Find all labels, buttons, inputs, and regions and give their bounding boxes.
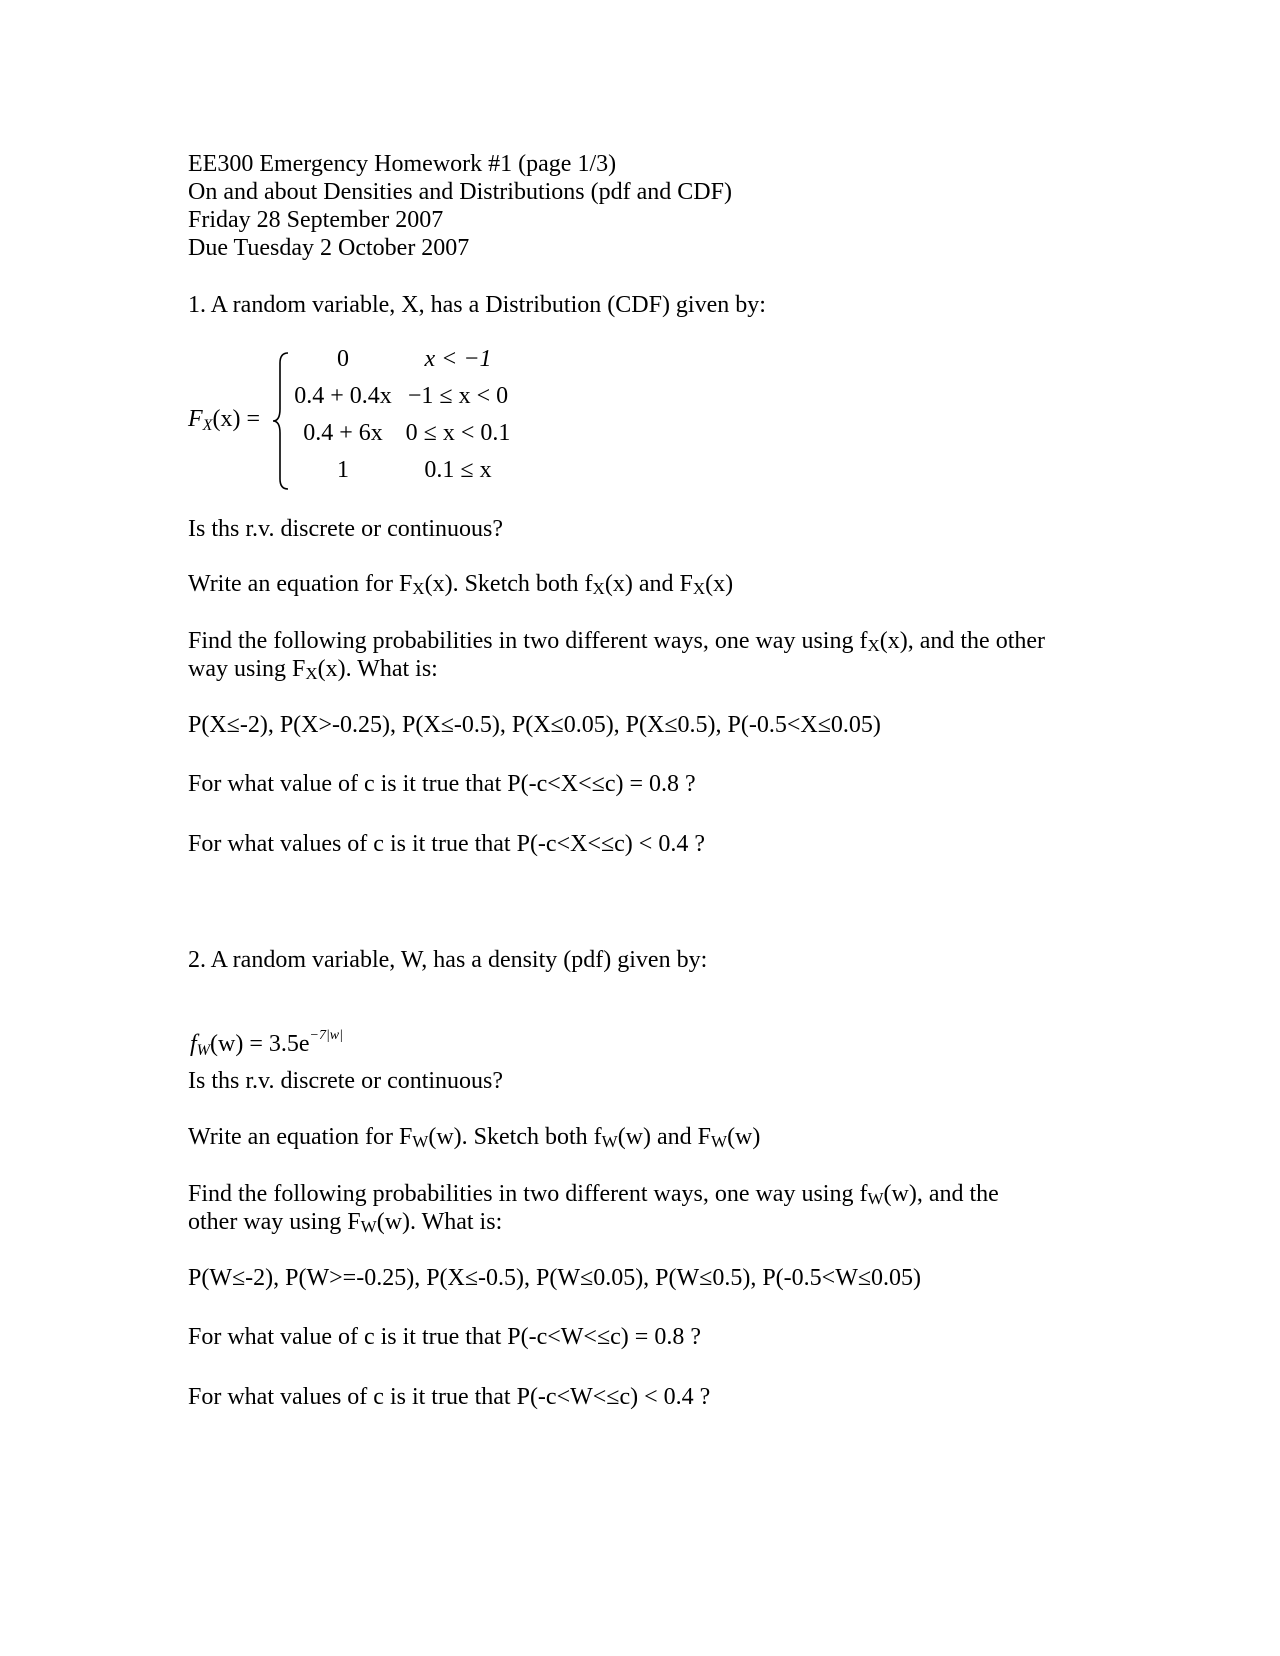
q2-find-probabilities-line1: Find the following probabilities in two different ways, one way using fW(w), and the <box>188 1181 999 1208</box>
cdf-row: 1 0.1 ≤ x <box>337 457 492 483</box>
q1-c-value-question: For what value of c is it true that P(-c<X<≤c) = 0.8 ? <box>188 771 696 797</box>
homework-due-date: Due Tuesday 2 October 2007 <box>188 235 470 261</box>
q1-find-probabilities-line1: Find the following probabilities in two different ways, one way using fX(x), and the other <box>188 628 1046 655</box>
q1-find-probabilities-line2: way using FX(x). What is: <box>188 656 438 683</box>
cdf-row: 0.4 + 6x 0 ≤ x < 0.1 <box>303 420 511 446</box>
q2-discrete-question: Is ths r.v. discrete or continuous? <box>188 1068 504 1094</box>
q2-probabilities: P(W≤-2), P(W>=-0.25), P(X≤-0.5), P(W≤0.05), P(W≤0.5), P(-0.5<W≤0.05) <box>188 1265 922 1291</box>
q1-cdf-equation <box>188 345 528 495</box>
q1-discrete-question: Is ths r.v. discrete or continuous? <box>188 516 504 542</box>
cdf-lhs: FX(x) = <box>188 406 260 434</box>
q2-find-probabilities-line2: other way using FW(w). What is: <box>188 1209 503 1236</box>
q2-write-equation: Write an equation for FW(w). Sketch both fW(w) and FW(w) <box>188 1124 761 1151</box>
homework-title: EE300 Emergency Homework #1 (page 1/3) <box>188 151 617 177</box>
q1-c-values-question: For what values of c is it true that P(-c<X<≤c) < 0.4 ? <box>188 831 705 857</box>
q2-intro: 2. A random variable, W, has a density (pdf) given by: <box>188 947 708 973</box>
cdf-row: 0 x < −1 <box>337 346 492 372</box>
homework-subtitle: On and about Densities and Distributions (pdf and CDF) <box>188 179 732 205</box>
homework-date: Friday 28 September 2007 <box>188 207 444 233</box>
q1-write-equation: Write an equation for FX(x). Sketch both fX(x) and FX(x) <box>188 571 734 598</box>
q1-intro: 1. A random variable, X, has a Distribution (CDF) given by: <box>188 292 766 318</box>
q1-probabilities: P(X≤-2), P(X>-0.25), P(X≤-0.5), P(X≤0.05), P(X≤0.5), P(-0.5<X≤0.05) <box>188 712 881 738</box>
cdf-row: 0.4 + 0.4x −1 ≤ x < 0 <box>294 383 509 409</box>
q2-pdf-equation: $fW(w) = 3.5e^{-7|w|}$ <box>190 1028 343 1059</box>
q2-c-value-question: For what value of c is it true that P(-c<W<≤c) = 0.8 ? <box>188 1324 701 1350</box>
q2-c-values-question: For what values of c is it true that P(-c<W<≤c) < 0.4 ? <box>188 1384 711 1410</box>
